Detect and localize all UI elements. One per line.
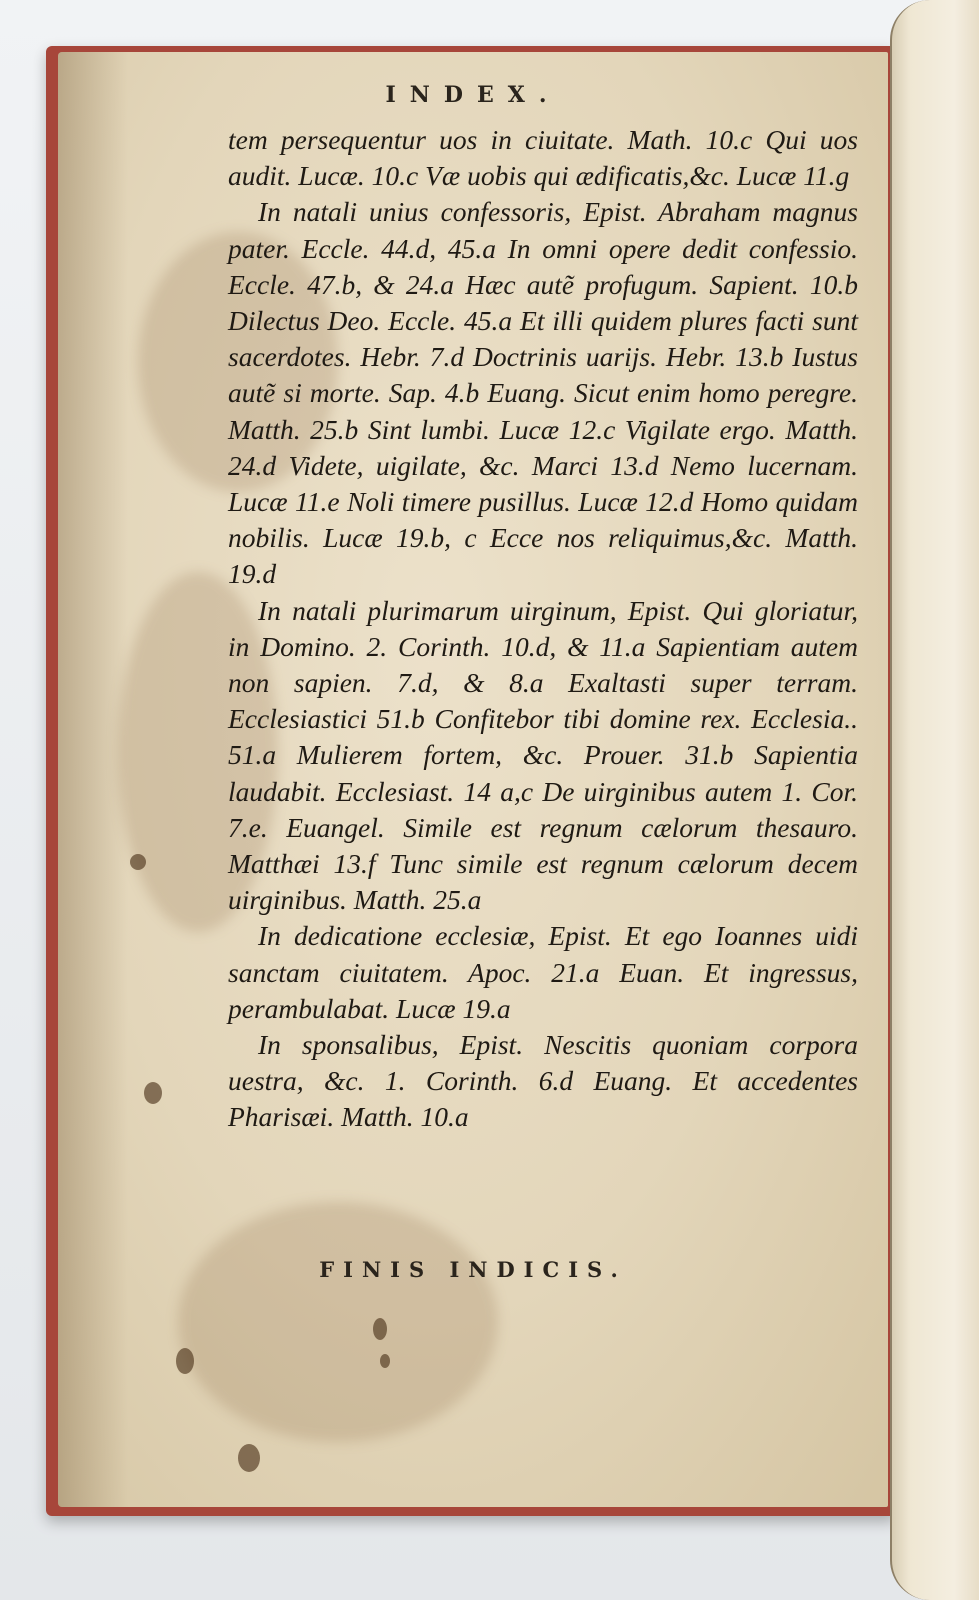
foxing-spot [144,1082,162,1104]
foxing-spot [130,854,146,870]
index-entry: tem persequentur uos in ciuitate. Math. 10.c Qui uos audit. Lucæ. 10.c Væ uobis qui ædificatis,&c. Lucæ 11.g [228,124,858,192]
index-entry: In natali unius confessoris, Epist. Abraham magnus pater. Eccle. 44.d, 45.a In omni opere dedit confessio. Eccle. 47.b, & 24.a Hæc autẽ profugum. Sapient. 10.b Dilectus Deo. Eccle. 45.a Et illi quidem plures facti sunt sacerdotes. Hebr. 7.d Doctrinis uarijs. Hebr. 13.b Iustus autẽ si morte. Sap. 4.b Euang. Sicut enim homo peregre. Matth. 25.b Sint lumbi. Lucæ 12.c Vigilate ergo. Matth. 24.d Videte, uigilate, &c. Marci 13.d Nemo lucernam. Lucæ 11.e Noli timere pusillus. Lucæ 12.d Homo quidam nobilis. Lucæ 19.b, c Ecce nos reliquimus,&c. Matth. 19.d [228,196,858,590]
index-entry: In natali plurimarum uirginum, Epist. Qui gloriatur, in Domino. 2. Corinth. 10.d, & 11.a Sapientiam autem non sapien. 7.d, & 8.a Exaltasti super terram. Ecclesiastici 51.b Confitebor tibi domine rex. Ecclesia.. 51.a Mulierem fortem, &c. Prouer. 31.b Sapientia laudabit. Ecclesiast. 14 a,c De uirginibus autem 1. Cor. 7.e. Euangel. Simile est regnum cælorum thesauro. Matthæi 13.f Tunc simile est regnum cælorum decem uirginibus. Matth. 25.a [228,594,858,916]
end-of-index-label: FINIS INDICIS. [319,1257,627,1282]
book-page [58,52,888,1507]
index-text [228,122,858,1136]
index-entry: In dedicatione ecclesiæ, Epist. Et ego Ioannes uidi sanctam ciuitatem. Apoc. 21.a Euan. Et ingressus, perambulabat. Lucæ 19.a [228,920,858,1024]
foxing-spot [238,1444,260,1472]
running-header: INDEX. [385,82,561,108]
foxing-spot [176,1348,194,1374]
facing-page-edge [890,0,979,1600]
page-stain [178,1202,498,1442]
foxing-spot [373,1318,387,1340]
index-entry: In sponsalibus, Epist. Nescitis quoniam corpora uestra, &c. 1. Corinth. 6.d Euang. Et accedentes Pharisæi. Matth. 10.a [228,1029,858,1133]
foxing-spot [380,1354,390,1368]
